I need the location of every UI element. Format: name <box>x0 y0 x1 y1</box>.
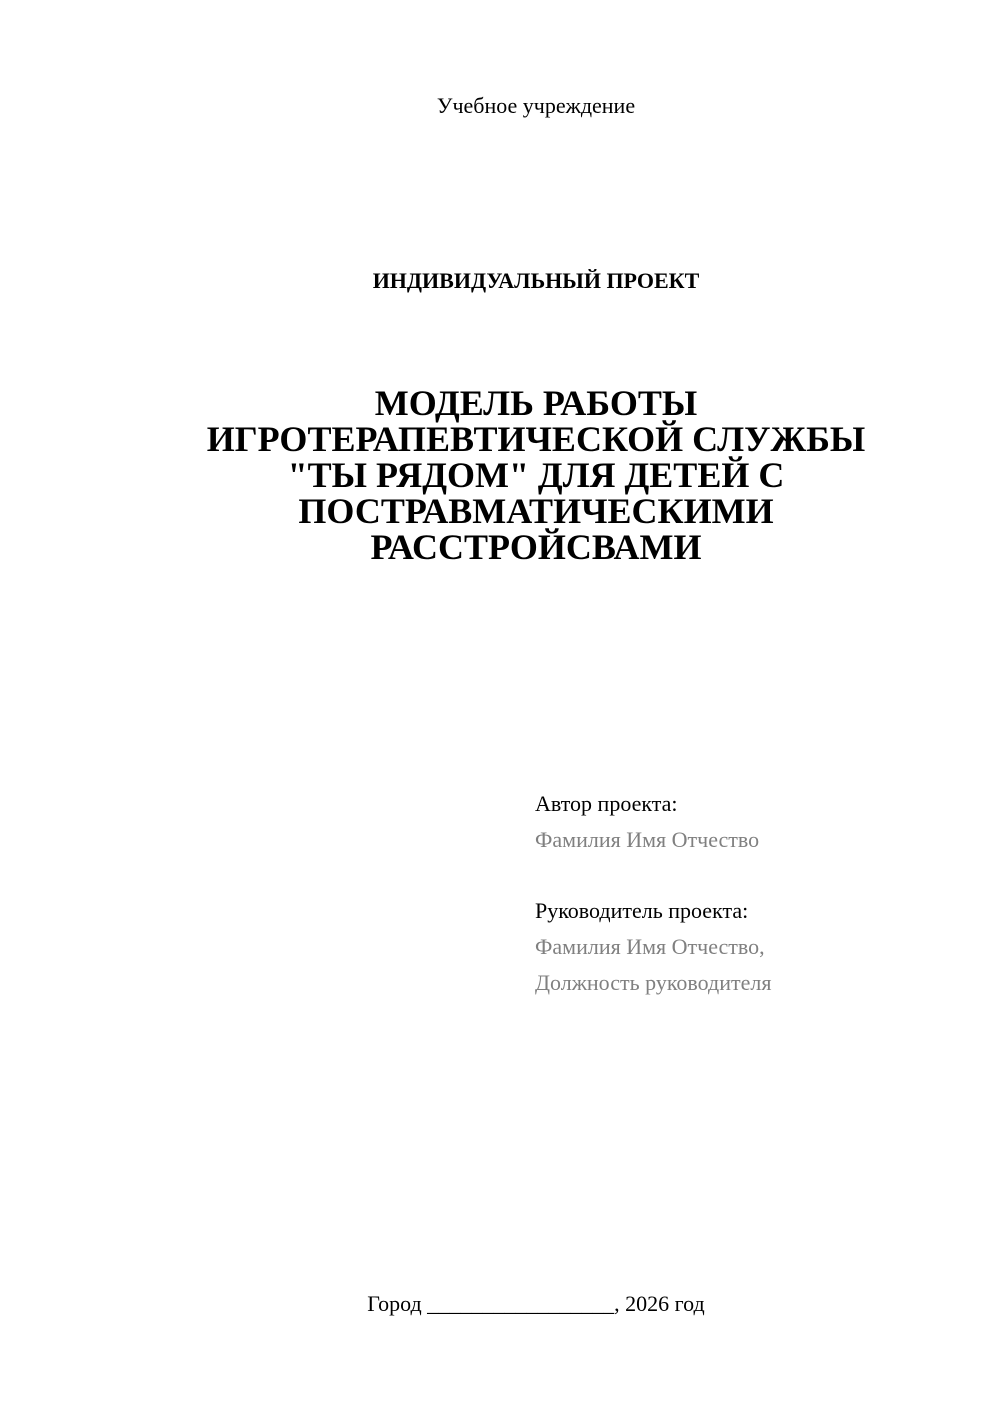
project-title-line: РАССТРОЙСВАМИ <box>370 527 702 567</box>
document-type: ИНДИВИДУАЛЬНЫЙ ПРОЕКТ <box>372 268 700 293</box>
author-block <box>535 786 975 858</box>
project-title <box>150 385 922 565</box>
project-title-line: ПОСТРАВМАТИЧЕСКИМИ <box>298 491 774 531</box>
city-year-line: Город _________________, 2026 год <box>367 1291 705 1316</box>
project-title-line: ИГРОТЕРАПЕВТИЧЕСКОЙ СЛУЖБЫ <box>206 419 866 459</box>
supervisor-label: Руководитель проекта: <box>535 898 749 923</box>
project-title-line: "ТЫ РЯДОМ" ДЛЯ ДЕТЕЙ С <box>287 455 785 495</box>
supervisor-block <box>535 893 975 1001</box>
project-title-line: МОДЕЛЬ РАБОТЫ <box>374 383 698 423</box>
supervisor-name: Фамилия Имя Отчество, <box>535 934 765 959</box>
supervisor-position: Должность руководителя <box>535 970 772 995</box>
institution-name: Учебное учреждение <box>436 93 636 118</box>
author-label: Автор проекта: <box>535 791 678 816</box>
author-name: Фамилия Имя Отчество <box>535 827 760 852</box>
